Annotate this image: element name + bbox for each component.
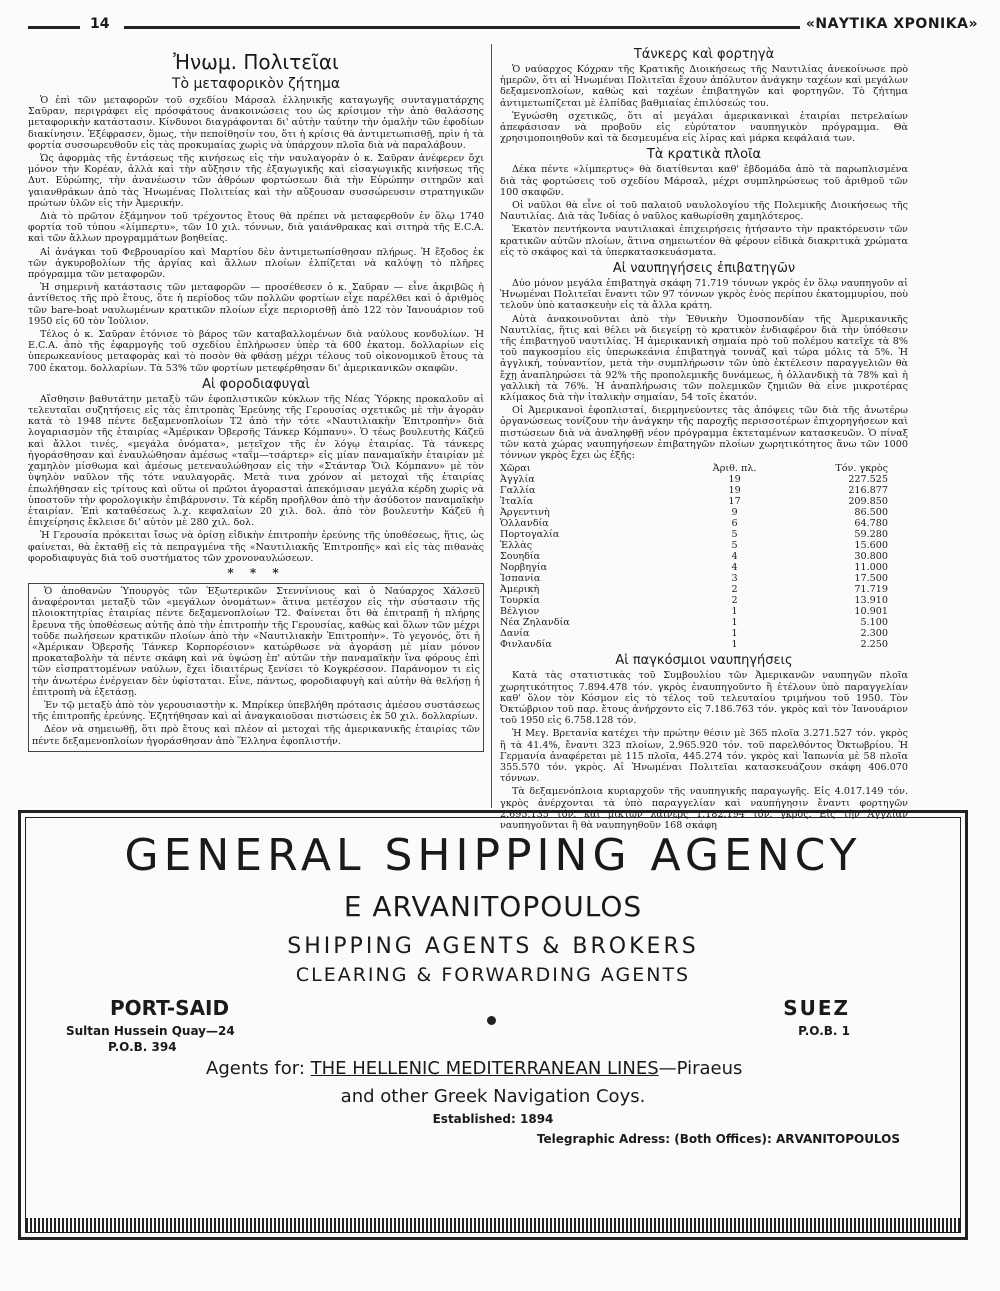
suez-city: SUEZ: [783, 996, 850, 1020]
table-row: [500, 639, 908, 650]
country-cell: Γαλλία: [500, 485, 536, 497]
agents-lines: THE HELLENIC MEDITERRANEAN LINES: [310, 1058, 659, 1079]
heading-state-ships: Τὰ κρατικὰ πλοῖα: [646, 147, 762, 163]
tonnage-cell: 216.877: [848, 485, 888, 497]
paragraph: Τὰ δεξαμενόπλοια κυριαρχοῦν τῆς ναυπηγικῆς παραγωγῆς. Εἰς 4.017.149 τόν. γκρὸς ἀνέρχονται τὰ ὑπὸ παραγγελίαν καὶ ναυπήγησιν ἔναντι φορτηγῶν 2.695.135 τόν. καὶ μικτῶν λάϊνερς 1.182.194 τόν. γκρὸς. Εἰς τὴν Ἀγγλίαν ναυπηγοῦνται ἢ θὰ ναυπηγηθοῦν 168 σκάφη: [500, 786, 908, 831]
column-header: Τόν. γκρὸς: [835, 463, 888, 475]
tonnage-cell: 11.000: [854, 562, 888, 574]
section-separator: * * *: [227, 565, 285, 580]
tonnage-cell: 13.910: [854, 595, 888, 607]
country-cell: Ἀμερικὴ: [500, 584, 540, 596]
paragraph: Ὡς ἀφορμὰς τῆς ἐντάσεως τῆς κινήσεως εἰς τὴν ναυλαγορὰν ὁ κ. Σαῦραν ἀνέφερεν ὄχι μόνον τὴν Κορέαν, ἀλλὰ καὶ τὴν αὔξησιν τῆς ἐξαγωγικῆς καὶ εἰσαγωγικῆς κινήσεως τῆς Δυτ. Εὐρώπης, τὴν ἀνανέωσιν τῶν ἀθρόων φορτώσεων διὰ τὴν Εὐρώπην σιτηρῶν καὶ γαιανθράκων ἀπὸ τὰς Ἠνωμένας Πολιτείας καὶ τὴν αὔξουσαν συσσώρευσιν στρατηγικῶν πρώτων ὑλῶν εἰς τὴν Ἀμερικήν.: [28, 153, 484, 209]
established-year: Established: 1894: [432, 1112, 554, 1126]
table-row: [500, 507, 908, 518]
table-header-row: [500, 463, 908, 474]
ships-cell: 5: [731, 540, 738, 552]
country-cell: Νορβηγία: [500, 562, 548, 574]
header-rule-left: [28, 26, 80, 29]
paragraph: Δέκα πέντε «λίμπερτυς» θὰ διατίθενται καθ' ἑβδομάδα ἀπὸ τὰ παρωπλισμένα διὰ τὰς φορτώσεις τοῦ σχεδίου Μάρσαλ, μέχρι συμπληρώσεως τοῦ ἀριθμοῦ τῶν 100 σκαφῶν.: [500, 164, 908, 198]
tonnage-cell: 227.525: [848, 474, 888, 486]
table-row: [500, 551, 908, 562]
tonnage-cell: 15.600: [854, 540, 888, 552]
ships-cell: 9: [731, 507, 738, 519]
paragraph: Αἱ ἀνάγκαι τοῦ Φεβρουαρίου καὶ Μαρτίου δὲν ἀντιμετωπίσθησαν πλήρως. Ἡ ἔξοδος ἐκ τῶν ἀγκυροβολίων τῆς ἀργίας καὶ ἄλλων πλοίων ἐλπίζεται νὰ καλύψῃ τὸ πλῆρες πρόγραμμα τῶν μεταφορῶν.: [28, 246, 484, 281]
ad-inner-frame: [25, 817, 961, 1233]
shipping-agency-advertisement: [18, 810, 968, 1240]
agents-city: —Piraeus: [658, 1058, 743, 1079]
paragraph: Οἱ ναῦλοι θὰ εἶνε οἱ τοῦ παλαιοῦ ναυλολογίου τῆς Πολεμικῆς Διοικήσεως τῆς Ναυτιλίας. Διὰ τὰς Ἰνδίας ὁ ναῦλος καθωρίσθη χαμηλότερος.: [500, 200, 908, 223]
ships-cell: 3: [731, 573, 738, 585]
ships-cell: 1: [731, 628, 738, 640]
tonnage-cell: 71.719: [854, 584, 888, 596]
page-number: 14: [90, 16, 110, 32]
section-title: Ἠνωμ. Πολιτεῖαι: [173, 50, 339, 74]
heading-world-shipbuilding: Αἱ παγκόσμιοι ναυπηγήσεις: [615, 653, 793, 669]
ad-services-line-1: SHIPPING AGENTS & BROKERS: [287, 934, 699, 959]
country-cell: Φινλανδία: [500, 639, 552, 651]
ships-cell: 17: [728, 496, 741, 508]
ships-cell: 1: [731, 639, 738, 651]
header-rule-middle: [124, 26, 800, 29]
country-cell: Τουρκία: [500, 595, 540, 607]
paragraph: Διὰ τὸ πρῶτον ἑξάμηνον τοῦ τρέχοντος ἔτους θὰ πρέπει νὰ μεταφερθοῦν ἐν ὅλῳ 1740 φορτία τοῦ τύπου «λίμπερτυ», τῶν 10 χιλ. τόννων, διὰ γαιάνθρακας καὶ σιτηρὰ τῆς E.C.A. καὶ τῶν ἄλλων προγραμμάτων βοηθείας.: [28, 211, 484, 245]
paragraph: Ὁ ναύαρχος Κόχραν τῆς Κρατικῆς Διοικήσεως τῆς Ναυτιλίας ἀνεκοίνωσε πρὸ ἡμερῶν, ὅτι αἱ Ἠνωμέναι Πολιτεῖαι ἔχουν ἀπόλυτον ἀνάγκην ταχέων καὶ μεγάλων δεξαμενοπλοίων, καθὼς καὶ ταχέων ἐπιβατηγῶν καὶ φορτηγῶν. Τὸ ζήτημα ἀντιμετωπίζεται μὲ ἐλπίδας βαθμιαίας ἐπιλύσεώς του.: [500, 64, 908, 109]
ships-cell: 19: [728, 474, 741, 486]
country-cell: Ἀργεντινὴ: [500, 507, 550, 519]
paragraph: Ὁ ἀποθανὼν Ὑπουργὸς τῶν Ἐξωτερικῶν Στεννίνιους καὶ ὁ Ναύαρχος Χάλσεϋ ἀναφέρονται μεταξὺ τῶν «μεγάλων ὀνομάτων» ἅτινα μετέσχον εἰς τὴν σύστασιν τῆς πλοιοκτητρίας ἑταιρίας πέντε δεξαμενοπλοίων Τ2. Φαίνεται ὅτι θὰ ἐπιτραπῇ ἡ πλήρης ἔρευνα τῆς ὑποθέσεως αὐτῆς ἀπὸ τὴν ἐπιτροπὴν τῆς Γερουσίας, καθὼς καὶ ὅλων τῶν μέχρι τοῦδε πωλήσεων κρατικῶν πλοίων ἀπὸ τὴν «Ναυτιλιακὴν Ἐπιτροπὴν». Τὸ γεγονός, ὅτι ἡ «Ἀμέρικαν Ὀβερσῆς Τάνκερ Κορπορέσιον» κατώρθωσε νὰ ἀγοράσῃ μὲ μίαν μόνον προκαταβολὴν τὰ πέντε σκάφη καὶ νὰ ὑψώσῃ ἐπ' αὐτῶν τὴν παναμαϊκὴν ἵνα φόρους ἐπὶ τῶν εἰσπραττομένων ναύλων, ἔχει ἰδιαιτέρως ξενίσει τὸ Κογκρέσσον. Παράνομον τι εἰς τὴν ἀνωτέρω ἐνέργειαν δὲν ὑφίσταται. Εἶνε, πάντως, φοροδιαφυγὴ καὶ αὐτὴν θὰ θελήσῃ ἡ ἐπιτροπὴ νὰ ἐξετάσῃ.: [32, 585, 480, 698]
paragraph: Ἡ Γερουσία πρόκειται ἴσως νὰ ὁρίσῃ εἰδικὴν ἐπιτροπὴν ἐρεύνης τῆς ὑποθέσεως, ἥτις, ὡς φαίνεται, θὰ ἐκταθῇ εἰς τὰ πεπραγμένα τῆς «Ναυτιλιακῆς Ἐπιτροπῆς» καὶ εἰς τὰς πιθανὰς φοροδιαφυγὰς διὰ τοῦ συστήματος τῶν χρονοναυλώσεων.: [28, 530, 484, 564]
country-cell: Σουηδία: [500, 551, 541, 563]
paragraph: Οἱ Ἀμερικανοὶ ἐφοπλισταί, διερμηνεύοντες τὰς ἀπόψεις τῶν διὰ τῆς ἀνωτέρω ὀργανώσεως τονίζουν τὴν ἀνάγκην τῆς παροχῆς περισσοτέρων ἐπιχορηγήσεων καὶ πιστώσεων διὰ νὰ ἀναληφθῇ νέον πρόγραμμα ἐκτεταμένων κατασκευῶν. Ὁ πίναξ τῶν κατὰ χώρας ναυπηγήσεων ἐπιβατηγῶν πλοίων χωρητικότητος ἄνω τῶν 1000 τόννων γκρὸς ἔχει ὡς ἑξῆς:: [500, 405, 908, 462]
ships-cell: 5: [731, 529, 738, 541]
ships-cell: 2: [731, 584, 738, 596]
heading-tankers: Τάνκερς καὶ φορτηγὰ: [633, 47, 775, 62]
ships-cell: 4: [731, 562, 738, 574]
table-row: [500, 573, 908, 584]
decorative-border-band: [26, 1218, 960, 1232]
paragraph: Ἐγνώσθη σχετικῶς, ὅτι αἱ μεγάλαι ἀμερικανικαὶ ἑταιρίαι πετρελαίων ἀπεφάσισαν νὰ προβοῦν εἰς εὐρύτατον ναυπηγικὸν πρόγραμμα. Θὰ χρησιμοποιηθοῦν καὶ τὰ δεσμευμένα εἰς λίρας καὶ μάρκα κεφάλαιά των.: [500, 110, 908, 145]
paragraph: Ἡ σημερινὴ κατάστασις τῶν μεταφορῶν — προσέθεσεν ὁ κ. Σαῦραν — εἶνε ἀκριβῶς ἡ ἀντίθετος τῆς πρὸ ἔτους, ὅτε ἡ περίοδος τῶν πολλῶν φορτίων εἶχε παρέλθει καὶ ὁ ἀριθμὸς τῶν bare-boat ναυλωμένων κρατικῶν πλοίων εἶχε περιορισθῇ ἀπὸ 122 τὸν Ἰανουάριον τοῦ 1950 εἰς 60 τὸν Ἰούλιον.: [28, 282, 484, 327]
tonnage-cell: 17.500: [854, 573, 888, 585]
table-row: [500, 562, 908, 573]
other-coys: and other Greek Navigation Coys.: [340, 1086, 646, 1107]
tonnage-cell: 2.250: [860, 639, 888, 651]
table-row: [500, 529, 908, 540]
tonnage-cell: 10.901: [854, 606, 888, 618]
paragraph: Δύο μόνον μεγάλα ἐπιβατηγὰ σκάφη 71.719 τόννων γκρὸς ἐν ὅλῳ ναυπηγοῦν αἱ Ἠνωμέναι Πολιτεῖαι ἔναντι τῶν 97 τόννων γκρὸς ἑνὸς περίπου ἑκατομμυρίου, ποὺ τελοῦν ὑπὸ κατασκευὴν εἰς τὰ ἄλλα κράτη.: [500, 278, 908, 312]
ships-cell: 6: [731, 518, 738, 530]
ad-proprietor: E ARVANITOPOULOS: [343, 890, 643, 923]
ships-cell: 1: [731, 606, 738, 618]
agents-label: Agents for:: [206, 1058, 305, 1079]
country-cell: Ἰσπανία: [500, 573, 541, 585]
paragraph: Κατὰ τὰς στατιστικὰς τοῦ Συμβουλίου τῶν Ἀμερικανῶν ναυπηγῶν πλοῖα χωρητικότητος 7.894.478 τόν. γκρὸς ἐναυπηγοῦντο ἢ ἐτέλουν ὑπὸ παραγγελίαν καθ' ὅλον τὸν Κόσμον εἰς τὸ τέλος τοῦ τελευταίου τριμήνου τοῦ 1950. Τὸν Ὀκτώβριον τοῦ παρ. ἔτους ἀνήρχοντο εἰς 7.186.763 τόν. γκρὸς καὶ τὸν Ἰανουάριον τοῦ 1950 εἰς 6.758.128 τόν.: [500, 670, 908, 727]
country-cell: Βέλγιον: [500, 606, 540, 618]
column-header: Ἀριθ. πλ.: [712, 463, 757, 475]
shipbuilding-table: [500, 463, 908, 650]
column-divider: [491, 44, 492, 808]
port-said-pob: P.O.B. 394: [108, 1040, 177, 1054]
port-said-address: Sultan Hussein Quay—24: [66, 1024, 235, 1038]
telegraphic-address: Telegraphic Adress: (Both Offices): ARVANITOPOULOS: [536, 1132, 900, 1146]
heading-tax-evasion: Αἱ φοροδιαφυγαὶ: [202, 376, 310, 392]
paragraph: Ἡ Μεγ. Βρετανία κατέχει τὴν πρώτην θέσιν μὲ 365 πλοῖα 3.271.527 τόν. γκρὸς ἢ τὰ 41.4%, ἔναντι 323 πλοίων, 2.965.920 τόν. τοῦ παρελθόντος Ὀκτωβρίου. Ἡ Γερμανία ἀναφέρεται μὲ 115 πλοῖα, 445.274 τόν. γκρὸς καὶ Ἰαπωνία μὲ 58 πλοῖα 355.570 τόν. γκρὸς. Αἱ Ἠνωμέναι Πολιτεῖαι κατασκευάζουν σκάφη 406.070 τόννων.: [500, 728, 908, 785]
table-row: [500, 584, 908, 595]
table-row: [500, 540, 908, 551]
tonnage-cell: 209.850: [848, 496, 888, 508]
table-row: [500, 617, 908, 628]
ad-company-name: GENERAL SHIPPING AGENCY: [124, 830, 862, 881]
tonnage-cell: 5.100: [860, 617, 888, 629]
paragraph: Αἴσθησιν βαθυτάτην μεταξὺ τῶν ἐφοπλιστικῶν κύκλων τῆς Νέας Ὑόρκης προκαλοῦν αἱ τελευταῖαι συζητήσεις εἰς τὰς ἐπιτροπὰς Ἐρεύνης τῆς Γερουσίας σχετικῶς μὲ τὴν ἀγορὰν κατὰ τὸ 1948 πέντε δεξαμενοπλοίων Τ2 ἀπὸ τὴν τότε «Ναυτιλιακὴν Ἐπιτροπὴν» διὰ λογαριασμὸν τῆς ἑταιρίας «Ἀμέρικαν Ὀβερσῆς Τάνκερ Κόμπανυ». Ὁ τέως βουλευτὴς Κάζεϋ καὶ ἄλλοι τινές, «μεγάλα ὀνόματα», μετεῖχον τῆς ἐν λόγῳ ἑταιρίας. Τὰ τάνκερς ἠγοράσθησαν καὶ ἐναυλώθησαν ἀμέσως «ταΐμ—τσάρτερ» εἰς μίαν παναμαϊκὴν ἑταιρίαν μὲ χαμηλὸν μίσθωμα καὶ ἀμέσως μετεναυλώθησαν εἰς τὴν «Στάνταρ Ὄιλ Κόμπανυ» μὲ τὸν ὑψηλὸν ναῦλον τῆς τότε ναυλαγορᾶς. Μετὰ τινα χρόνον αἱ μετοχαὶ τῆς ἑταιρίας ἐπωλήθησαν εἰς τρίτους καὶ οὕτω οἱ πρῶτοι ἀγορασταὶ ἀπεκόμισαν μεγάλα κέρδη χωρὶς νὰ ὑποστοῦν τὴν φορολογικὴν ἐπιβάρυνσιν. Τὰ κέρδη προῆλθον ἀπὸ τὴν ἀσύδοτον παναμαϊκὴν ἑταιρίαν. Ἐπὶ καταθέσεως λ.χ. κεφαλαίων 20 χιλ. δολ. ἀπὸ τὸν βουλευτὴν Κάζεϋ ἡ ἐπιχείρησις ἔκλεισε δι' αὐτὸν μὲ 280 χιλ. δολ.: [28, 393, 484, 529]
country-cell: Ἰταλία: [500, 496, 534, 508]
ships-cell: 1: [731, 617, 738, 629]
paragraph: Ἐν τῷ μεταξὺ ἀπὸ τὸν γερουσιαστὴν κ. Μπρίκερ ὑπεβλήθη πρότασις ἀμέσου συστάσεως τῆς ἐπιτροπῆς ἐρεύνης. Ἐζητήθησαν καὶ αἱ ἀναγκαιοῦσαι πιστώσεις ἐκ 50 χιλ. δολλαρίων.: [32, 699, 480, 723]
ships-cell: 19: [728, 485, 741, 497]
table-row: [500, 474, 908, 485]
table-row: [500, 595, 908, 606]
tonnage-cell: 2.300: [860, 628, 888, 640]
table-row: [500, 628, 908, 639]
tonnage-cell: 86.500: [854, 507, 888, 519]
ships-cell: 4: [731, 551, 738, 563]
boxed-article: [28, 583, 484, 752]
suez-pob: P.O.B. 1: [798, 1024, 850, 1038]
table-row: [500, 496, 908, 507]
agents-line: [206, 1058, 742, 1079]
country-cell: Ἑλλὰς: [500, 540, 533, 552]
tonnage-cell: 59.280: [854, 529, 888, 541]
country-cell: Ἀγγλία: [500, 474, 535, 486]
paragraph: Τέλος ὁ κ. Σαῦραν ἐτόνισε τὸ βάρος τῶν καταβαλλομένων διὰ ναύλους κονδυλίων. Ἡ E.C.A. ἀπὸ τῆς ἐφαρμογῆς τοῦ σχεδίου ἐπλήρωσεν ὑπὲρ τὰ 600 ἑκατομ. δολλαρίων εἰς ὑπερωκεανίους μεταφορὰς καὶ τὸ ποσὸν θὰ φθάσῃ μέχρι τέλους τοῦ οἰκονομικοῦ ἔτους τὰ 700 ἑκατομ. δολλαρίων. Τὰ 53% τῶν φορτίων μετεφέρθησαν δι' ἀμερικανικῶν σκαφῶν.: [28, 329, 484, 374]
port-said-city: PORT-SAID: [110, 996, 230, 1020]
tonnage-cell: 30.800: [854, 551, 888, 563]
page-header: [28, 14, 978, 40]
paragraph: Αὐτὰ ἀνακοινοῦνται ἀπὸ τὴν Ἐθνικὴν Ὁμοσπονδίαν τῆς Ἀμερικανικῆς Ναυτιλίας, ἥτις καὶ θέλει νὰ διεγείρῃ τὸ κρατικὸν ἐνδιαφέρον διὰ τὴν ὑπόθεσιν τῆς ἐπιβατηγοῦ ναυτιλίας. Ἡ ἀμερικανικὴ σημαία πρὸ τοῦ πολέμου κατεῖχε τὰ 8% τοῦ παγκοσμίου εἰς ὑπερωκεάνια ἐπιβατηγὰ τοννάζ καὶ τώρα μόλις τὰ 5%. Ἡ ἀγγλική, τοὐναντίον, μετὰ τὴν συμπλήρωσιν τῶν ὑπὸ ἐκτέλεσιν παραγγελιῶν θὰ ἔχῃ ἀναπληρώσει τὰ 92% τῆς προπολεμικῆς δυνάμεως, ἡ ὁλλανδικὴ τὰ 78% καὶ ἡ γαλλικὴ τὰ 76%. Ἡ ἀναπλήρωσις τῶν πολεμικῶν ζημιῶν θὰ εἶνε μικροτέρας κλίμακος διὰ τὴν ἰταλικὴν σημαίαν, 54 τοῖς ἑκατόν.: [500, 313, 908, 404]
paragraph: Δέον νὰ σημειωθῇ, ὅτι πρὸ ἔτους καὶ πλέον αἱ μετοχαὶ τῆς ἀμερικανικῆς ἑταιρίας τῶν πέντε δεξαμενοπλοίων ἠγοράσθησαν ἀπὸ Ἕλληνα ἐφοπλιστήν.: [32, 724, 480, 747]
heading-transport-issue: Τὸ μεταφορικὸν ζήτημα: [171, 76, 341, 92]
magazine-title: «ΝΑΥΤΙΚΑ ΧΡΟΝΙΚΑ»: [805, 16, 978, 32]
country-cell: Πορτογαλία: [500, 529, 560, 541]
table-row: [500, 606, 908, 617]
tonnage-cell: 64.780: [854, 518, 888, 530]
bullet-dot: [487, 1016, 496, 1025]
country-cell: Δανία: [500, 628, 530, 640]
left-column: [28, 44, 484, 808]
ships-cell: 2: [731, 595, 738, 607]
country-cell: Νέα Ζηλανδία: [500, 617, 570, 629]
right-column: [500, 44, 908, 831]
ad-services-line-2: CLEARING & FORWARDING AGENTS: [295, 964, 691, 986]
heading-passenger-shipbuilding: Αἱ ναυπηγήσεις ἐπιβατηγῶν: [612, 261, 796, 277]
paragraph: Ὁ ἐπὶ τῶν μεταφορῶν τοῦ σχεδίου Μάρσαλ ἑλληνικῆς καταγωγῆς συνταγματάρχης Σαῦραν, περιγράφει εἰς πρόσφάτους ἀνακοινώσεις του ὡς κρίσιμον τὴν ἀπὸ θαλάσσης μεταφορικὴν κατάστασιν. Κίνδυνοι διαγράφονται δι' αὐτὴν ταύτην τὴν ὁμαλὴν τῶν ἐφοδίων διακίνησιν. Ἐξέφρασεν, ὅμως, τὴν πεποίθησίν του, ὅτι ἡ κρίσις θὰ ἀντιμετωπισθῇ, πρὶν ἡ τὰ φορτία συσσωρευθοῦν εἰς τὰς προκυμαίας χωρὶς νὰ ὑπάρχουν πλοῖα διὰ νὰ παραλάβουν.: [28, 95, 484, 151]
column-header: Χῶραι: [500, 463, 531, 475]
table-row: [500, 485, 908, 496]
country-cell: Ὁλλανδία: [500, 518, 549, 530]
paragraph: Ἑκατὸν πεντήκοντα ναυτιλιακαὶ ἐπιχειρήσεις ἠτήσαντο τὴν πρακτόρευσιν τῶν κρατικῶν αὐτῶν πλοίων, ἅτινα σημειωτέον θὰ φέρουν εἰδικὰ διακριτικὰ χρώματα εἰς τὸ σκάφος καὶ τὰ ὑπερκατασκευάσματα.: [500, 224, 908, 258]
table-row: [500, 518, 908, 529]
